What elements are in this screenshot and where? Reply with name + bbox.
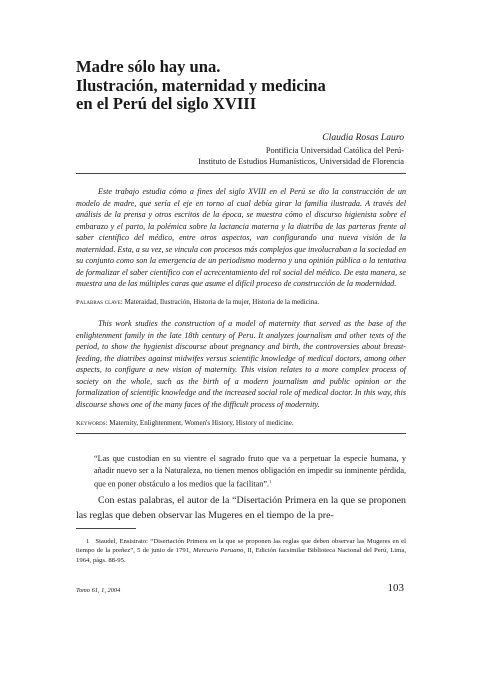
footnote-divider <box>76 528 136 529</box>
keywords-english <box>76 418 406 429</box>
footnote-number: 1 <box>86 538 90 545</box>
title-line-1: Madre sólo hay una. <box>76 57 221 76</box>
abstract-english <box>76 318 406 410</box>
keywords-english-list: Maternity, Enlightenment, Women's History, History of medicine. <box>109 419 294 427</box>
footnote-journal: Mercurio Peruano <box>193 547 244 555</box>
header-divider <box>76 173 406 174</box>
affiliation-line-2: Instituto de Estudios Humanísticos, Universidad de Florencia <box>198 156 404 166</box>
author-name: Claudia Rosas Lauro <box>322 132 404 143</box>
epigraph-text: “Las que custodian en su vientre el sagrado fruto que va a perpetuar la especie humana, y añadir nuevo ser a la Naturaleza, no tienen menos obligación en impedir su inminente pérdida, que en poner obstáculo a los medios que la facilitan”. <box>94 454 406 490</box>
keywords-english-label: Keywords <box>76 420 106 427</box>
article-title <box>76 58 416 114</box>
abstract-divider <box>76 433 406 434</box>
volume-info: Tomo 61, 1, 2004 <box>76 587 121 594</box>
abstract-spanish-text: Este trabajo estudia cómo a fines del siglo XVIII en el Perú se dio la construcción de un modelo de madre, que sería el eje en torno al cual debía girar la familia ilustrada. A través del análisis de la prensa y otros escritos de la época, se muestra cómo el discurso higienista sobre el embarazo y el parto, la polémica sobre la lactancia materna y la diatriba de las parteras frente al saber científico del médico, entre otros aspectos, van configurando una nueva visión de la maternidad. Esta, a su vez, se vincula con procesos más complejos que involucraban a la sociedad en su conjunto como son la emergencia de un periodismo moderno y una opinión pública o la tentativa de formalizar el saber científico con el acrecentamiento del rol social del médico. De esta manera, se muestra una de las múltiples caras que asume el difícil proceso de construcción de la modernidad. <box>76 187 406 289</box>
keywords-separator: : <box>105 419 110 427</box>
page-number: 103 <box>387 582 404 594</box>
title-line-3: en el Perú del siglo XVIII <box>76 94 257 113</box>
abstract-spanish <box>76 186 406 290</box>
body-paragraph: Con estas palabras, el autor de la “Disertación Primera en la que se proponen las reglas que deben observar las Mugeres en el tiempo de la pre- <box>76 495 406 521</box>
affiliation-line-1: Pontificia Universidad Católica del Perú- <box>265 146 404 155</box>
epigraph-quote <box>94 453 406 491</box>
keywords-separator: : <box>120 298 125 306</box>
footnote-reference[interactable]: 1 <box>269 479 272 485</box>
title-line-2: Ilustración, maternidad y medicina <box>76 75 326 95</box>
footnote <box>76 537 406 565</box>
footnote-text: Staudel, Ensistrato: “Disertación Primera en la que se proponen las reglas que deben observar las Mugeres en el tiempo de la preñez”, 5 de junio de 1791, <box>76 538 406 555</box>
footnote-text-after: , II, Edición facsimilar Biblioteca Nacional del Perú, Lima, 1964, págs. 88-95. <box>76 547 407 564</box>
body-text <box>76 493 406 523</box>
keywords-spanish <box>76 297 406 308</box>
abstract-english-text: This work studies the construction of a model of maternity that served as the base of the enlightenment family in the late 18th century of Peru. It analyzes journalism and other texts of the period, to show the hygienist discourse about pregnancy and birth, the controversies about breast-feeding, the diatribes against midwifes versus scientific knowledge of medical doctors, among other aspects, to configure a new vision of maternity. This vision relates to a more complex process of society on the whole, such as the birth of a modern journalism and public opinion or the formalization of scientific knowledge and the increased social role of medical doctor. In this way, this discourse shows one of the many faces of the difficult process of modernity. <box>76 319 406 409</box>
author-affiliation <box>198 146 404 168</box>
keywords-spanish-label: Palabras clave <box>76 299 121 306</box>
keywords-spanish-list: Materaidad, Ilustración, Historia de la mujer, Historia de la medicina. <box>124 298 320 306</box>
